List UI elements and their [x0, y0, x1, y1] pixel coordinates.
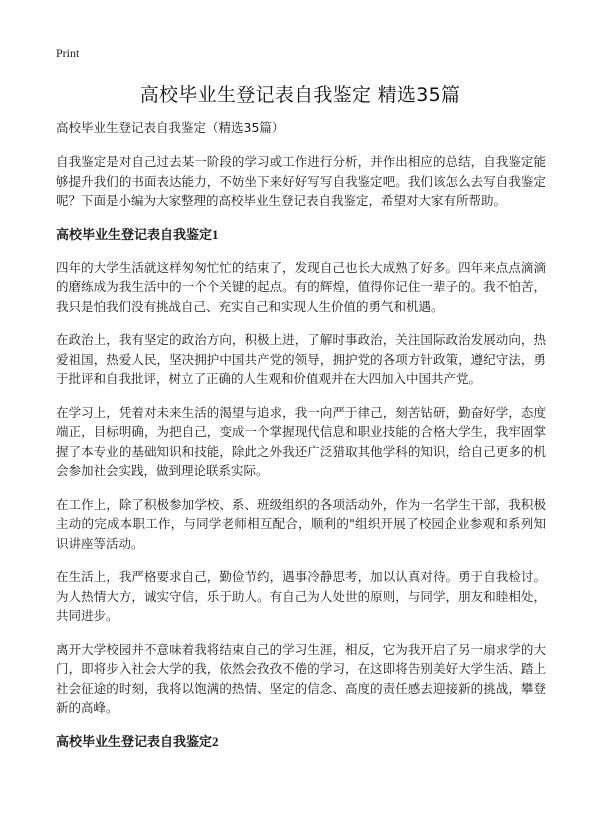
paragraph: 四年的大学生活就这样匆匆忙忙的结束了，发现自己也长大成熟了好多。四年来点点滴滴的磨练成为我生活中的一个个关键的起点。有的辉煌，值得你记住一辈子的。我不怕苦，我只是怕我们没有挑战自己、充实自己和实现人生价值的勇气和机遇。 — [56, 259, 546, 314]
section-heading-1 — [56, 225, 546, 246]
paragraph: 在学习上，凭着对未来生活的渴望与追求，我一向严于律己，刻苦钻研，勤奋好学，态度端正，目标明确，为把自己，变成一个掌握现代信息和职业技能的合格大学生，我牢固掌握了本专业的基础知识和技能，除此之外我还广泛猎取其他学科的知识，给自己更多的机会参加社会实践，做到理论联系实际。 — [56, 404, 546, 478]
page-title: 高校毕业生登记表自我鉴定 精选35篇 — [139, 84, 461, 106]
section-heading-number: 2 — [212, 733, 219, 749]
paragraph: 在生活上，我严格要求自己，勤俭节约，遇事冷静思考，加以认真对待。勇于自我检讨。为人热情大方，诚实守信，乐于助人。有自己为人处世的原则，与同学，朋友和睦相处，共同进步。 — [56, 569, 546, 623]
section-heading-text: 高校毕业生登记表自我鉴定 — [56, 227, 213, 243]
section-heading-number: 1 — [212, 226, 219, 242]
intro-paragraph: 自我鉴定是对自己过去某一阶段的学习或工作进行分析，并作出相应的总结，自我鉴定能够提升我们的书面表达能力，不妨坐下来好好写写自我鉴定吧。我们该怎么去写自我鉴定呢？下面是小编为大家整理的高校毕业生登记表自我鉴定，希望对大家有所帮助。 — [56, 154, 546, 208]
article-body — [56, 118, 546, 765]
paragraph: 离开大学校园并不意味着我将结束自己的学习生涯，相反，它为我开启了另一扇求学的大门，即将步入社会大学的我，依然会孜孜不倦的学习，在这即将告别美好大学生活、踏上社会征途的时刻，我将以饱满的热情、坚定的信念、高度的责任感去迎接新的挑战，攀登新的高峰。 — [56, 641, 546, 715]
section-heading-2 — [56, 732, 546, 753]
print-link[interactable]: Print — [56, 46, 80, 60]
section-heading-text: 高校毕业生登记表自我鉴定 — [56, 734, 213, 750]
paragraph: 在工作上，除了积极参加学校、系、班级组织的各项活动外，作为一名学生干部，我积极主动的完成本职工作，与同学老师相互配合，顺利的"组织开展了校园企业参观和系列知识讲座等活动。 — [56, 496, 546, 551]
article-subtitle: 高校毕业生登记表自我鉴定（精选35篇） — [56, 120, 285, 135]
paragraph: 在政治上，我有坚定的政治方向，积极上进，了解时事政治，关注国际政治发展动向，热爱祖国，热爱人民，坚决拥护中国共产党的领导，拥护党的各项方针政策，遵纪守法，勇于批评和自我批评，树立了正确的人生观和价值观并在大四加入中国共产党。 — [56, 332, 546, 386]
